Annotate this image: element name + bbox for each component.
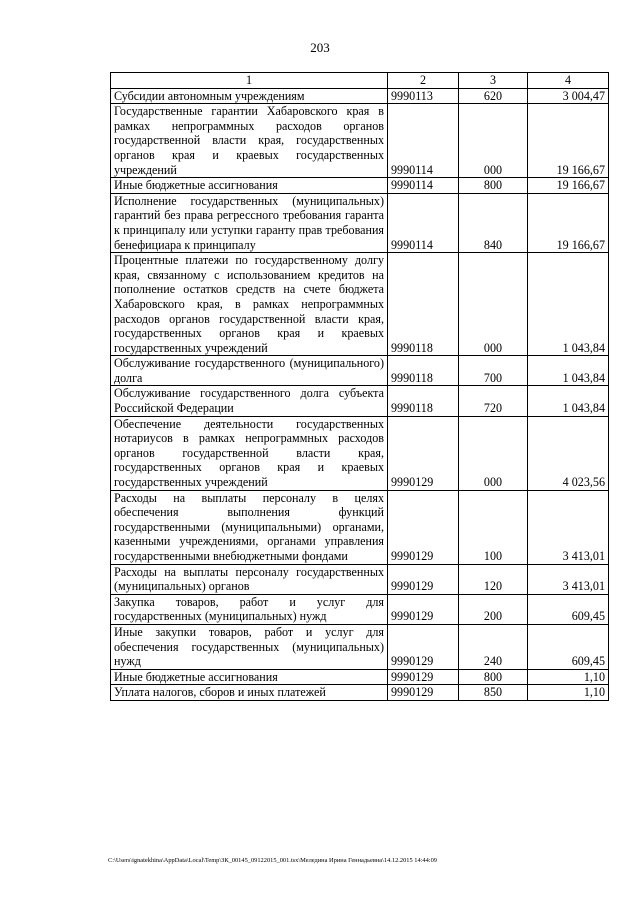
table-row bbox=[111, 88, 609, 104]
header-col-3: 3 bbox=[459, 73, 528, 89]
row-code-cell: 9990129 bbox=[388, 564, 459, 594]
table-row bbox=[111, 624, 609, 669]
table-row bbox=[111, 685, 609, 701]
row-name-cell: Расходы на выплаты персоналу в целях обеспечения выполнения функций государственными (муниципальными) органами, казенными учреждениями, органами управления государственными внебюджетными фондами bbox=[111, 490, 388, 564]
row-vr-cell: 620 bbox=[459, 88, 528, 104]
table-row bbox=[111, 416, 609, 490]
row-code-cell: 9990129 bbox=[388, 624, 459, 669]
row-name-cell: Обеспечение деятельности государственных нотариусов в рамках непрограммных расходов органов государственной власти края, государственных органов края и краевых государственных учреждений bbox=[111, 416, 388, 490]
row-name-cell: Закупка товаров, работ и услуг для государственных (муниципальных) нужд bbox=[111, 594, 388, 624]
table-row bbox=[111, 594, 609, 624]
row-name-cell: Процентные платежи по государственному долгу края, связанному с использованием кредитов на пополнение остатков средств на счете бюджета Хабаровского края, в рамках непрограммных расходов органов государственной власти края, государственных органов края и краевых государственных учреждений bbox=[111, 253, 388, 356]
table-row bbox=[111, 178, 609, 194]
row-code-cell: 9990114 bbox=[388, 104, 459, 178]
row-code-cell: 9990129 bbox=[388, 685, 459, 701]
row-code-cell: 9990129 bbox=[388, 594, 459, 624]
row-code-cell: 9990118 bbox=[388, 253, 459, 356]
header-col-4: 4 bbox=[528, 73, 609, 89]
row-sum-cell: 19 166,67 bbox=[528, 178, 609, 194]
row-vr-cell: 120 bbox=[459, 564, 528, 594]
row-code-cell: 9990118 bbox=[388, 386, 459, 416]
row-name-cell: Расходы на выплаты персоналу государственных (муниципальных) органов bbox=[111, 564, 388, 594]
row-code-cell: 9990113 bbox=[388, 88, 459, 104]
row-code-cell: 9990114 bbox=[388, 193, 459, 252]
row-sum-cell: 19 166,67 bbox=[528, 193, 609, 252]
file-path-footer: C:\Users\ignatekhina\AppData\Local\Temp\ЗК_00145_09122015_001.tsx\Меледина Ирина Геннадьевна\14.12.2015 14:44:09 bbox=[108, 857, 437, 864]
row-sum-cell: 3 004,47 bbox=[528, 88, 609, 104]
row-vr-cell: 850 bbox=[459, 685, 528, 701]
table-row bbox=[111, 356, 609, 386]
row-vr-cell: 800 bbox=[459, 178, 528, 194]
row-sum-cell: 3 413,01 bbox=[528, 564, 609, 594]
row-vr-cell: 000 bbox=[459, 104, 528, 178]
row-name-cell: Иные бюджетные ассигнования bbox=[111, 178, 388, 194]
header-row bbox=[111, 73, 609, 89]
row-name-cell: Государственные гарантии Хабаровского края в рамках непрограммных расходов органов государственной власти края, государственных органов края и краевых государственных учреждений bbox=[111, 104, 388, 178]
row-sum-cell: 1 043,84 bbox=[528, 386, 609, 416]
table-row bbox=[111, 104, 609, 178]
row-vr-cell: 240 bbox=[459, 624, 528, 669]
row-code-cell: 9990114 bbox=[388, 178, 459, 194]
row-vr-cell: 000 bbox=[459, 253, 528, 356]
row-vr-cell: 700 bbox=[459, 356, 528, 386]
row-vr-cell: 840 bbox=[459, 193, 528, 252]
row-name-cell: Уплата налогов, сборов и иных платежей bbox=[111, 685, 388, 701]
row-name-cell: Иные бюджетные ассигнования bbox=[111, 669, 388, 685]
page-number: 203 bbox=[310, 40, 330, 55]
row-vr-cell: 720 bbox=[459, 386, 528, 416]
row-name-cell: Исполнение государственных (муниципальных) гарантий без права регрессного требования гаранта к принципалу или уступки гаранту прав требования бенефициара к принципалу bbox=[111, 193, 388, 252]
row-code-cell: 9990129 bbox=[388, 669, 459, 685]
row-name-cell: Обслуживание государственного (муниципального) долга bbox=[111, 356, 388, 386]
row-name-cell: Иные закупки товаров, работ и услуг для обеспечения государственных (муниципальных) нужд bbox=[111, 624, 388, 669]
table-row bbox=[111, 386, 609, 416]
table-row bbox=[111, 490, 609, 564]
header-col-2: 2 bbox=[388, 73, 459, 89]
row-vr-cell: 800 bbox=[459, 669, 528, 685]
budget-table bbox=[110, 72, 609, 701]
header-col-1: 1 bbox=[111, 73, 388, 89]
row-sum-cell: 3 413,01 bbox=[528, 490, 609, 564]
row-sum-cell: 1,10 bbox=[528, 669, 609, 685]
table-body bbox=[111, 88, 609, 700]
row-code-cell: 9990129 bbox=[388, 490, 459, 564]
row-sum-cell: 19 166,67 bbox=[528, 104, 609, 178]
row-code-cell: 9990129 bbox=[388, 416, 459, 490]
row-sum-cell: 1 043,84 bbox=[528, 253, 609, 356]
table-row bbox=[111, 193, 609, 252]
table-row bbox=[111, 669, 609, 685]
table-row bbox=[111, 564, 609, 594]
row-sum-cell: 1,10 bbox=[528, 685, 609, 701]
row-name-cell: Обслуживание государственного долга субъекта Российской Федерации bbox=[111, 386, 388, 416]
row-name-cell: Субсидии автономным учреждениям bbox=[111, 88, 388, 104]
table-row bbox=[111, 253, 609, 356]
row-vr-cell: 000 bbox=[459, 416, 528, 490]
row-sum-cell: 609,45 bbox=[528, 624, 609, 669]
row-vr-cell: 200 bbox=[459, 594, 528, 624]
row-code-cell: 9990118 bbox=[388, 356, 459, 386]
row-sum-cell: 1 043,84 bbox=[528, 356, 609, 386]
row-sum-cell: 609,45 bbox=[528, 594, 609, 624]
row-vr-cell: 100 bbox=[459, 490, 528, 564]
row-sum-cell: 4 023,56 bbox=[528, 416, 609, 490]
